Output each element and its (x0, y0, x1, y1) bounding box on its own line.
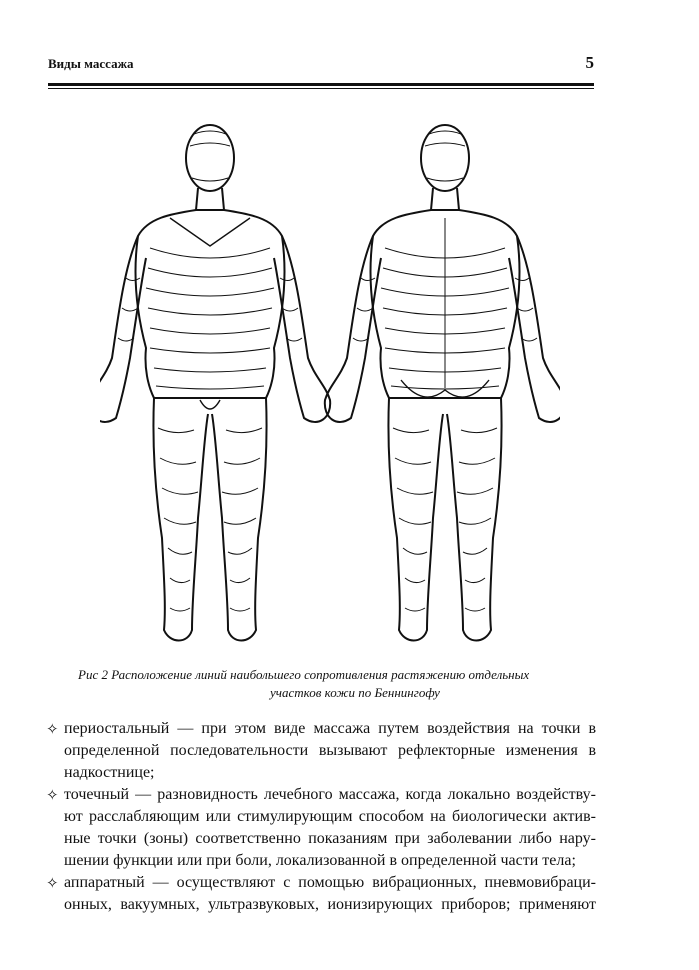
list-item (48, 872, 596, 916)
text-line: надкостнице; (64, 764, 155, 781)
body-lines-figure (100, 118, 560, 658)
text-line: онных, вакуумных, ультразвуковых, ионизирующих приборов; применяют (64, 896, 596, 913)
text-line: периостальный — при этом виде массажа путем воздействия на точки в (64, 720, 596, 737)
header-rule-thin (48, 88, 594, 89)
front-body-figure (100, 125, 330, 641)
running-header (48, 53, 594, 76)
figure-caption (78, 666, 588, 702)
page-number: 5 (585, 53, 594, 72)
caption-line: Рис 2 Расположение линий наибольшего сопротивления растяжению отдельных (78, 667, 530, 682)
caption-line: участков кожи по Беннингофу (270, 685, 440, 700)
text-line: ные точки (зоны) соответственно показаниям при заболевании либо нару- (64, 830, 596, 847)
text-line: аппаратный — осуществляют с помощью вибрационных, пневмовибраци- (64, 874, 596, 891)
four-point-star-icon: ✧ (46, 788, 59, 804)
text-line: шении функции или при боли, локализованной в определенной части тела; (64, 852, 576, 869)
list-item (48, 784, 596, 872)
header-rule-thick (48, 83, 594, 86)
text-line: определенной последовательности вызывают рефлекторные изменения в (64, 742, 596, 759)
text-line: ют расслабляющим или стимулирующим способом на биологически актив- (64, 808, 596, 825)
running-header-title: Виды массажа (48, 56, 134, 71)
body-text (48, 718, 596, 916)
text-line: точечный — разновидность лечебного массажа, когда локально воздейству- (64, 786, 596, 803)
back-body-figure (325, 125, 560, 641)
list-item (48, 718, 596, 784)
four-point-star-icon: ✧ (46, 722, 59, 738)
four-point-star-icon: ✧ (46, 876, 59, 892)
